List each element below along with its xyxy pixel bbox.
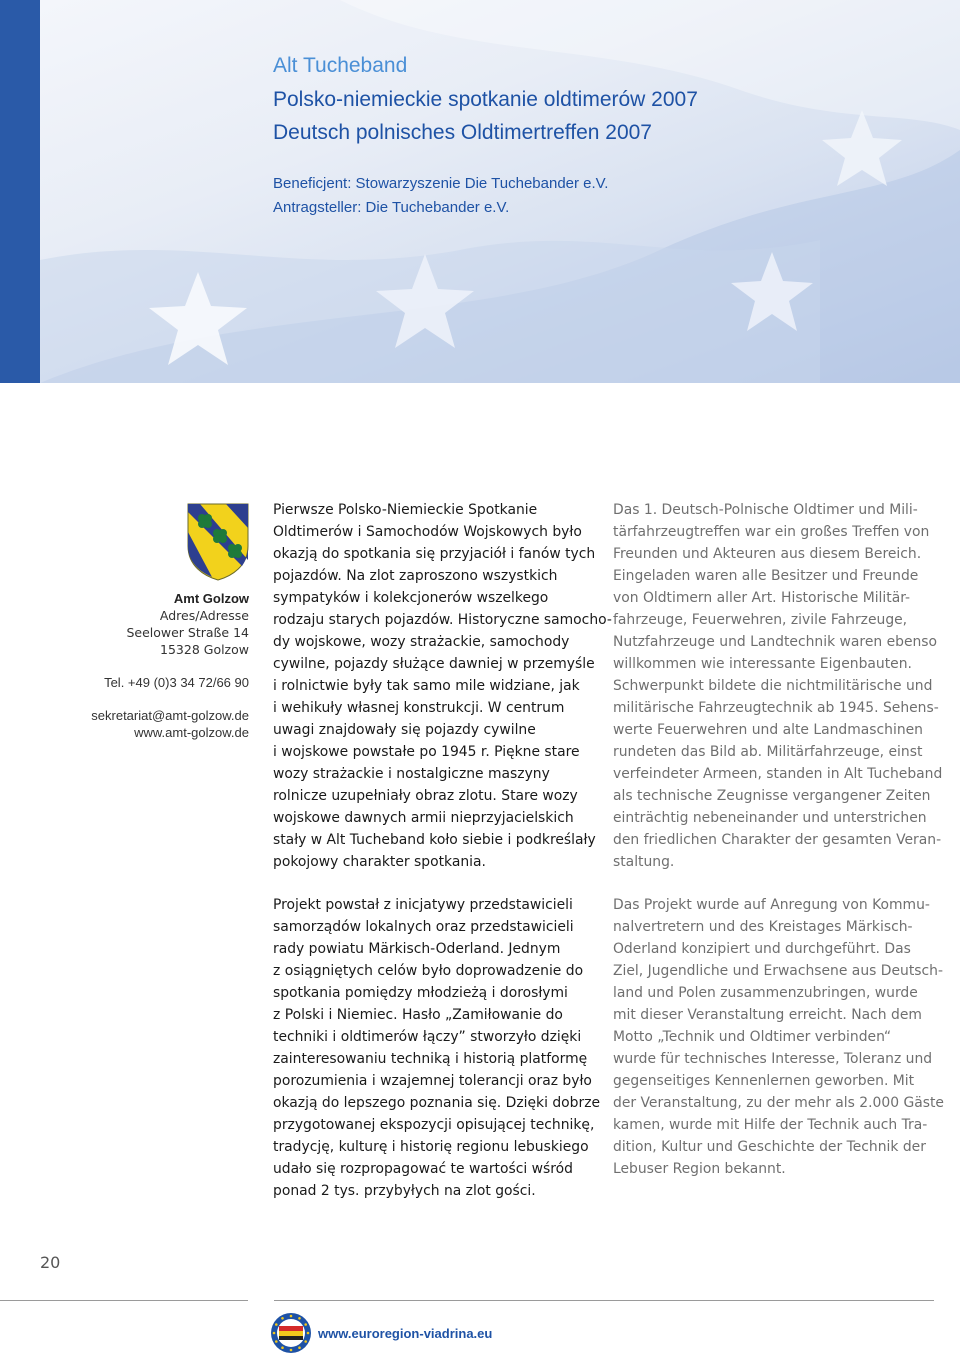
polish-paragraph-2 [273, 894, 600, 1202]
street: Seelower Straße 14 [126, 625, 249, 640]
text-line: okazją do spotkania się przyjaciół i fanów tych [273, 546, 596, 562]
text-line: Das Projekt wurde auf Anregung von Kommu- [613, 897, 930, 913]
text-line: okazją do lepszego poznania się. Dzięki dobrze [273, 1095, 601, 1111]
text-line: dition, Kultur und Geschichte der Technik der [613, 1139, 926, 1155]
text-line: Eingeladen waren alle Besitzer und Freunde [613, 568, 919, 584]
title-german: Deutsch polnisches Oldtimertreffen 2007 [273, 121, 652, 144]
text-line: Oldtimerów i Samochodów Wojskowych było [273, 524, 582, 540]
text-line: zainteresowaniu techniką i historią platformę [273, 1051, 588, 1067]
text-line: z Polski i Niemiec. Hasło „Zamiłowanie do [273, 1007, 563, 1023]
text-line: samorządów lokalnych oraz przedstawicieli [273, 919, 574, 935]
text-line: Motto „Technik und Oldtimer verbinden“ [613, 1029, 892, 1045]
phone: Tel. +49 (0)3 34 72/66 90 [104, 675, 249, 690]
text-line: Das 1. Deutsch-Polnische Oldtimer und Mili- [613, 502, 918, 518]
text-line: kamen, wurde mit Hilfe der Technik auch Tra- [613, 1117, 928, 1133]
website-link[interactable]: www.amt-golzow.de [134, 725, 249, 740]
text-line: sympatyków i kolekcjonerów wszelkego [273, 590, 549, 606]
text-line: militärische Fahrzeugtechnik ab 1945. Sehens- [613, 700, 939, 716]
text-line: nalvertretern und des Kreistages Märkisch- [613, 919, 913, 935]
text-line: porozumienia i wzajemnej tolerancji oraz było [273, 1073, 592, 1089]
text-line: pojazdów. Na zlot zaproszono wszystkich [273, 568, 558, 584]
text-line: pokojowy charakter spotkania. [273, 854, 486, 870]
text-line: verfeindeter Armeen, standen in Alt Tucheband [613, 766, 943, 782]
footer-divider-left [0, 1300, 248, 1301]
text-line: Lebuser Region bekannt. [613, 1161, 786, 1177]
city: 15328 Golzow [160, 642, 249, 657]
text-line: rodzaju starych pojazdów. Historyczne samocho- [273, 612, 612, 628]
polish-paragraph-1 [273, 499, 612, 873]
text-line: i rolnictwie były tak samo mile widziane, jak [273, 678, 580, 694]
applicant-line: Antragsteller: Die Tuchebander e.V. [273, 199, 510, 216]
left-blue-bar [0, 0, 40, 383]
text-line: rundeten das Bild ab. Militärfahrzeuge, einst [613, 744, 923, 760]
text-line: staltung. [613, 854, 675, 870]
text-line: wojskowe dawnych armii nieprzyjacielskich [273, 810, 574, 826]
text-line: z osiągniętych celów było doprowadzenie do [273, 963, 584, 979]
text-line: Ziel, Jugendliche und Erwachsene aus Deutsch- [613, 963, 943, 979]
text-line: willkommen wie interessante Eigenbauten. [613, 656, 912, 672]
text-line: von Oldtimern aller Art. Historische Militär- [613, 590, 911, 606]
text-line: tradycję, kulturę i historię regionu lebuskiego [273, 1139, 589, 1155]
text-line: land und Polen zusammenzubringen, wurde [613, 985, 918, 1001]
text-line: den friedlichen Charakter der gesamten Veran- [613, 832, 942, 848]
text-line: przygotowanej ekspozycji opisującej technikę, [273, 1117, 595, 1133]
title-polish: Polsko-niemieckie spotkanie oldtimerów 2007 [273, 88, 698, 111]
text-line: Nutzfahrzeuge und Landtechnik waren ebenso [613, 634, 938, 650]
text-line: Projekt powstał z inicjatywy przedstawicieli [273, 897, 573, 913]
text-line: Freunden und Akteuren aus diesem Bereich. [613, 546, 922, 562]
text-line: cywilne, pojazdy służące dawniej w przemyśle [273, 656, 595, 672]
email-link[interactable]: sekretariat@amt-golzow.de [91, 708, 249, 723]
text-line: Pierwsze Polsko-Niemieckie Spotkanie [273, 502, 538, 518]
text-line: tärfahrzeugtreffen war ein großes Treffen von [613, 524, 930, 540]
text-line: stały w Alt Tucheband koło siebie i podkreślały [273, 832, 596, 848]
text-line: i wojskowe powstałe po 1945 r. Piękne stare [273, 744, 580, 760]
text-line: gegenseitiges Kennenlernen geworben. Mit [613, 1073, 915, 1089]
address-label: Adres/Adresse [159, 608, 249, 623]
text-line: der Veranstaltung, zu der mehr als 2.000 Gäste [613, 1095, 944, 1111]
text-line: werte Feuerwehren und alte Landmaschinen [613, 722, 923, 738]
footer-divider-right [274, 1300, 934, 1301]
text-line: dy wojskowe, wozy strażackie, samochody [273, 634, 570, 650]
text-line: rady powiatu Märkisch-Oderland. Jednym [273, 941, 561, 957]
text-line: einträchtig nebeneinander und unterstrichen [613, 810, 927, 826]
coat-of-arms-icon [186, 502, 250, 582]
org-name: Amt Golzow [173, 591, 249, 606]
text-line: rolnicze uzupełniały obraz zlotu. Stare wozy [273, 788, 578, 804]
text-line: Oderland konzipiert und durchgeführt. Das [613, 941, 911, 957]
text-line: ponad 2 tys. przybyłych na zlot gości. [273, 1183, 536, 1199]
star-icon [822, 110, 902, 186]
text-line: spotkania pomiędzy młodzieżą i dorosłymi [273, 985, 568, 1001]
text-line: mit dieser Veranstaltung erreicht. Nach dem [613, 1007, 922, 1023]
footer-url-link[interactable]: www.euroregion-viadrina.eu [318, 1326, 493, 1341]
page-number: 20 [40, 1253, 61, 1272]
title-place: Alt Tucheband [273, 54, 408, 77]
beneficiary-line: Beneficjent: Stowarzyszenie Die Tuchebander e.V. [273, 175, 609, 192]
text-line: udało się rozpropagować te wartości wśród [273, 1161, 573, 1177]
text-line: i wehikuły własnej konstrukcji. W centrum [273, 700, 565, 716]
text-line: fahrzeuge, Feuerwehren, zivile Fahrzeuge, [613, 612, 908, 628]
address-block [91, 590, 249, 741]
text-line: uwagi znajdowały się pojazdy cywilne [273, 722, 536, 738]
text-line: wozy strażackie i nostalgiczne maszyny [273, 766, 550, 782]
text-line: als technische Zeugnisse vergangener Zeiten [613, 788, 931, 804]
text-line: techniki i oldtimerów łączy” stworzyło dzięki [273, 1029, 582, 1045]
euroregion-logo-icon [270, 1312, 312, 1354]
german-paragraph-2 [613, 894, 944, 1180]
text-line: Schwerpunkt bildete die nichtmilitärische und [613, 678, 933, 694]
german-paragraph-1 [613, 499, 942, 873]
text-line: wurde für technisches Interesse, Toleranz und [613, 1051, 933, 1067]
